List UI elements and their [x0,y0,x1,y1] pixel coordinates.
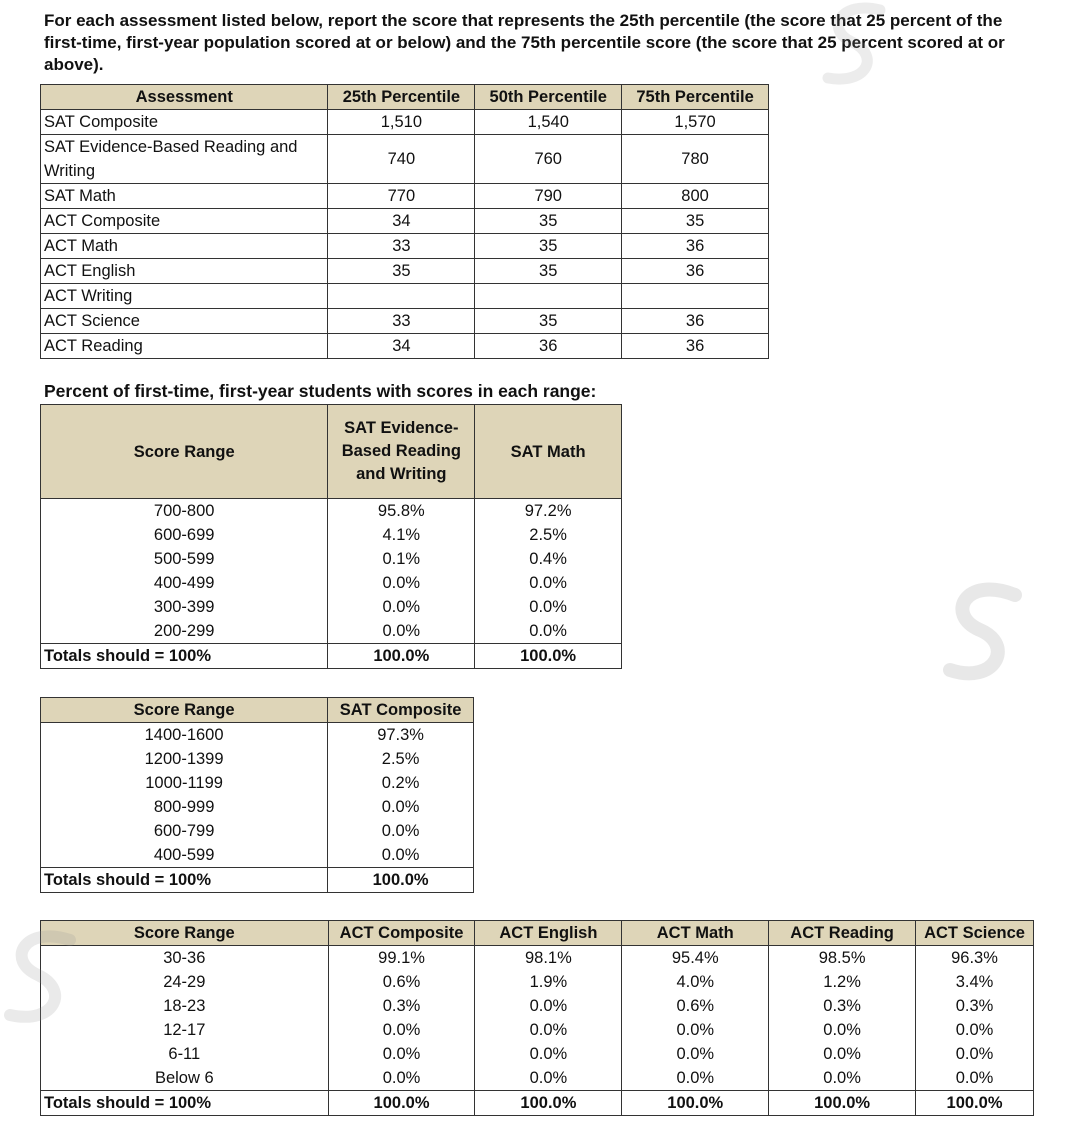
cell: 100.0% [769,1091,916,1116]
col-header: 50th Percentile [475,85,622,110]
cell: 0.0% [769,1018,916,1042]
col-header: SAT Evidence-Based Reading and Writing [328,405,475,499]
watermark-logo [935,575,1045,695]
table-row [41,547,622,571]
cell: ACT Math [41,234,328,259]
cell: 1,510 [328,110,475,135]
cell: 0.3% [328,994,475,1018]
cell: 18-23 [41,994,329,1018]
cell: 34 [328,334,475,359]
cell: 1200-1399 [41,747,328,771]
sat-composite-table [40,697,474,893]
cell: 0.0% [328,819,474,843]
cell: 0.6% [328,970,475,994]
cell: 800 [622,184,769,209]
cell: 0.3% [769,994,916,1018]
table-row [41,571,622,595]
cell: 0.0% [328,619,475,644]
table-row [41,499,622,524]
cell: 0.0% [622,1018,769,1042]
cell: 35 [475,309,622,334]
cell: 400-499 [41,571,328,595]
cell: 0.1% [328,547,475,571]
cell: 0.3% [916,994,1034,1018]
cell: 100.0% [916,1091,1034,1116]
table-row [41,284,769,309]
table-row [41,747,474,771]
cell: 100.0% [328,1091,475,1116]
cell: 0.0% [328,595,475,619]
cell: 400-599 [41,843,328,868]
table-row [41,110,769,135]
range-subheading: Percent of first-time, first-year students with scores in each range: [44,381,597,401]
cell: SAT Composite [41,110,328,135]
table-row [41,234,769,259]
cell: ACT Reading [41,334,328,359]
cell: 96.3% [916,946,1034,971]
cell: 35 [328,259,475,284]
cell: 0.0% [328,1018,475,1042]
cell: 0.0% [475,619,622,644]
cell: 0.0% [916,1042,1034,1066]
table-row [41,771,474,795]
table-header-row [41,405,622,499]
cell: 36 [475,334,622,359]
cell: 34 [328,209,475,234]
col-header: SAT Math [475,405,622,499]
cell: 35 [475,259,622,284]
cell: ACT Composite [41,209,328,234]
cell: 35 [475,234,622,259]
totals-label: Totals should = 100% [41,1091,329,1116]
table-row [41,209,769,234]
table-row [41,595,622,619]
cell: 100.0% [328,644,475,669]
cell [328,284,475,309]
cell: 100.0% [622,1091,769,1116]
cell: 97.3% [328,723,474,748]
cell: 100.0% [475,1091,622,1116]
cell: 1.9% [475,970,622,994]
cell: 0.0% [622,1066,769,1091]
act-range-table [40,920,1034,1116]
cell: SAT Math [41,184,328,209]
col-header: Assessment [41,85,328,110]
table-row [41,843,474,868]
cell: 1,540 [475,110,622,135]
cell: 98.5% [769,946,916,971]
cell: 35 [475,209,622,234]
totals-row [41,644,622,669]
cell: 0.0% [769,1042,916,1066]
col-header: ACT Reading [769,921,916,946]
totals-row [41,1091,1034,1116]
table-header-row [41,921,1034,946]
cell: 200-299 [41,619,328,644]
cell: 0.0% [916,1018,1034,1042]
table-row [41,135,769,184]
cell: 36 [622,259,769,284]
table-row [41,184,769,209]
cell [475,284,622,309]
table-row [41,619,622,644]
cell: 0.0% [328,1042,475,1066]
sat-range-table [40,404,622,669]
table-row [41,259,769,284]
table-row [41,795,474,819]
table-row [41,723,474,748]
percentile-table [40,84,769,359]
cell: 0.2% [328,771,474,795]
cell: 0.0% [475,571,622,595]
cell: 790 [475,184,622,209]
col-header: 75th Percentile [622,85,769,110]
table-header-row [41,698,474,723]
cell: 0.0% [475,1042,622,1066]
cell: 36 [622,334,769,359]
cell: 500-599 [41,547,328,571]
cell: 36 [622,309,769,334]
table-header-row [41,85,769,110]
cell: 300-399 [41,595,328,619]
cell: 0.6% [622,994,769,1018]
cell: 33 [328,309,475,334]
cell: 600-699 [41,523,328,547]
totals-row [41,868,474,893]
col-header: Score Range [41,921,329,946]
table-row [41,334,769,359]
cell: 0.0% [328,571,475,595]
cell: 36 [622,234,769,259]
cell: 0.0% [622,1042,769,1066]
cell: 30-36 [41,946,329,971]
table-row [41,1042,1034,1066]
cell: 0.0% [328,1066,475,1091]
totals-label: Totals should = 100% [41,644,328,669]
cell: ACT Writing [41,284,328,309]
cell: 760 [475,135,622,184]
cell: 700-800 [41,499,328,524]
col-header: ACT Math [622,921,769,946]
cell: 0.0% [475,1066,622,1091]
col-header: Score Range [41,405,328,499]
cell: 800-999 [41,795,328,819]
cell: 100.0% [475,644,622,669]
cell: 6-11 [41,1042,329,1066]
cell: 600-799 [41,819,328,843]
col-header: ACT English [475,921,622,946]
cell: 1400-1600 [41,723,328,748]
cell: 0.0% [328,795,474,819]
col-header: SAT Composite [328,698,474,723]
table-row [41,309,769,334]
cell: 33 [328,234,475,259]
table-row [41,970,1034,994]
cell: 0.0% [916,1066,1034,1091]
cell: 780 [622,135,769,184]
cell: 2.5% [328,747,474,771]
cell: 24-29 [41,970,329,994]
cell: 0.0% [475,994,622,1018]
cell: 99.1% [328,946,475,971]
intro-text: For each assessment listed below, report the score that represents the 25th percentile (the score that 25 percent of the first-time, first-year population scored at or below) and the 75th percentile score (the score that 25 percent scored at or above). [44,11,1005,74]
cell: 100.0% [328,868,474,893]
cell: 0.0% [475,595,622,619]
cell: 35 [622,209,769,234]
col-header: 25th Percentile [328,85,475,110]
cell: ACT English [41,259,328,284]
cell: 95.8% [328,499,475,524]
cell [622,284,769,309]
cell: 4.0% [622,970,769,994]
table-row [41,946,1034,971]
cell: 740 [328,135,475,184]
cell: 97.2% [475,499,622,524]
table-row [41,819,474,843]
col-header: ACT Science [916,921,1034,946]
col-header: Score Range [41,698,328,723]
cell: 0.0% [475,1018,622,1042]
cell: 12-17 [41,1018,329,1042]
table-row [41,994,1034,1018]
cell: 1000-1199 [41,771,328,795]
cell: 3.4% [916,970,1034,994]
cell: 98.1% [475,946,622,971]
cell: SAT Evidence-Based Reading and Writing [41,135,328,184]
cell: 1.2% [769,970,916,994]
cell: 770 [328,184,475,209]
cell: 0.4% [475,547,622,571]
cell: 0.0% [769,1066,916,1091]
table-row [41,1066,1034,1091]
cell: ACT Science [41,309,328,334]
cell: 1,570 [622,110,769,135]
cell: 95.4% [622,946,769,971]
cell: 4.1% [328,523,475,547]
cell: 2.5% [475,523,622,547]
table-row [41,1018,1034,1042]
totals-label: Totals should = 100% [41,868,328,893]
cell: 0.0% [328,843,474,868]
cell: Below 6 [41,1066,329,1091]
col-header: ACT Composite [328,921,475,946]
table-row [41,523,622,547]
